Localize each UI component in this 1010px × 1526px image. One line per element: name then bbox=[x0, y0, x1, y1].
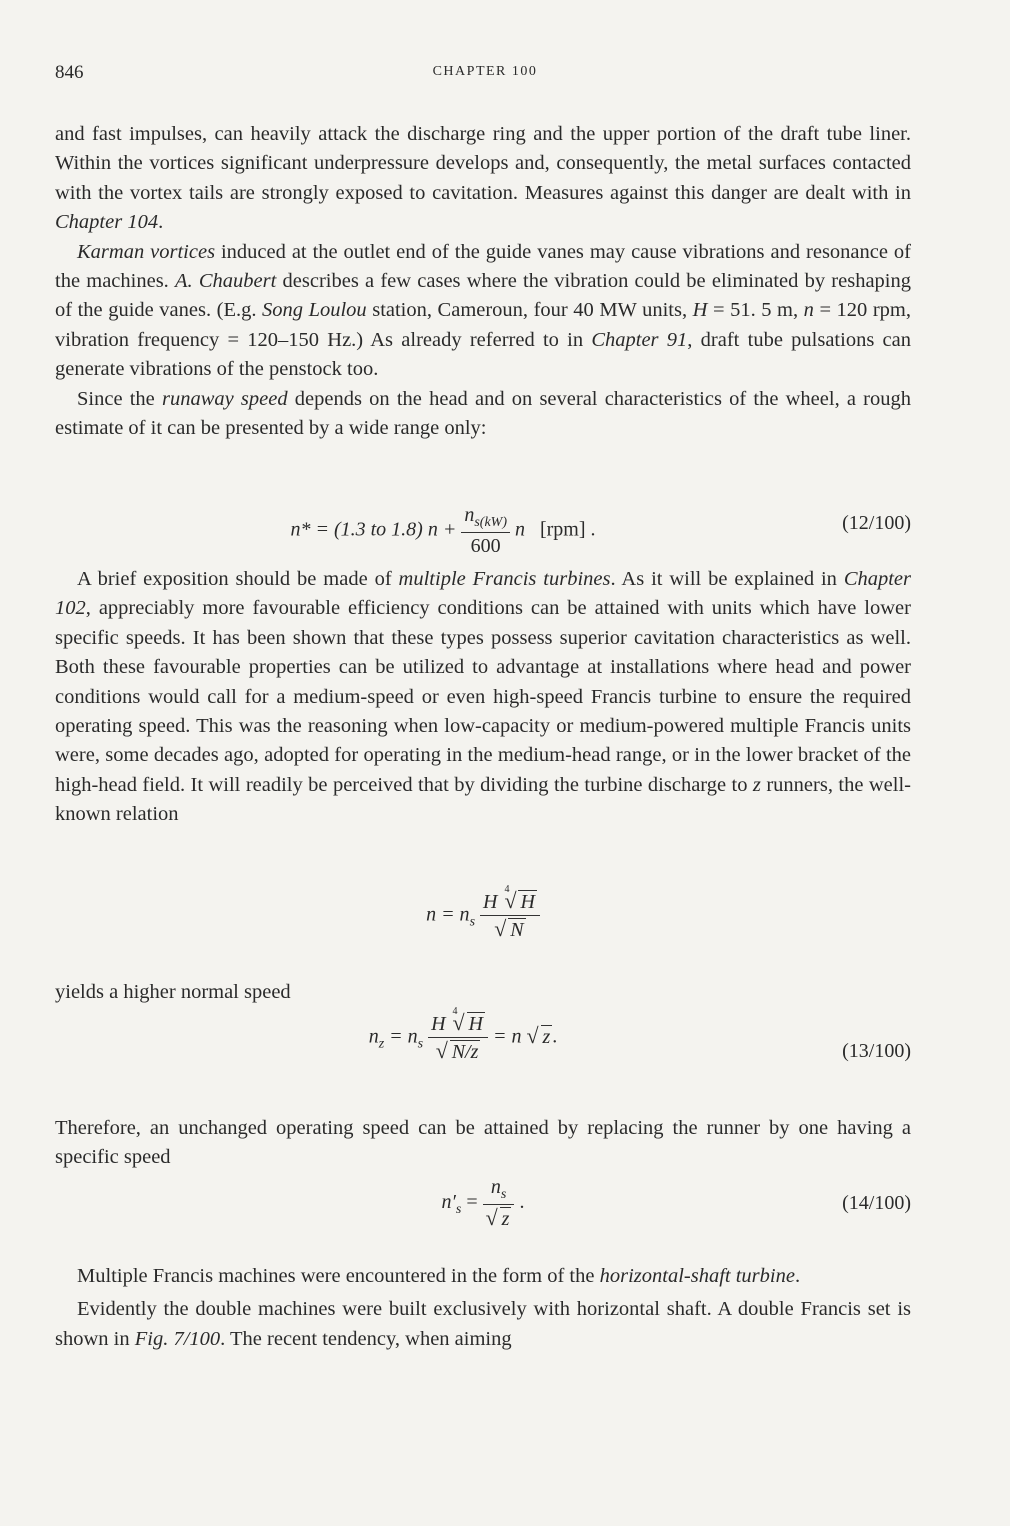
paragraph-1: and fast impulses, can heavily attack the discharge ring and the upper portion of the draft tube liner. Within the vortices significant underpressure develops and, consequently, the metal surfaces contacted with the vortex tails are strongly exposed to cavitation. Measures against this danger are dealt with in Chapter 104. bbox=[55, 123, 911, 234]
equation-14: $n'_s$ = $n_s$ √ z . (14/100) bbox=[55, 1176, 911, 1238]
relation-fraction: H √ 4 H √ N bbox=[480, 890, 540, 942]
chapter-104-reference: Chapter 104 bbox=[55, 211, 159, 234]
paragraph-5: yields a higher normal speed bbox=[55, 981, 291, 1003]
relation-equation: $n = n_s$ H √ 4 H √ N bbox=[55, 890, 911, 962]
paragraph-3: Since the runaway speed depends on the head and on several characteristics of the wheel, a rough estimate of it can be presented by a wide range only: bbox=[55, 387, 912, 440]
running-head bbox=[55, 62, 915, 88]
equation-label-13: (13/100) bbox=[842, 1040, 911, 1062]
paragraph-6: Therefore, an unchanged operating speed can be attained by replacing the runner by one having a specific speed bbox=[55, 1117, 911, 1169]
body-text-middle bbox=[55, 565, 911, 830]
chapter-title: CHAPTER 100 bbox=[432, 64, 538, 79]
body-text-top bbox=[55, 120, 911, 443]
equation-13: $n_z = n_s$ H √ 4 H √ N/z = n √ z . (13/100) bbox=[55, 1012, 911, 1092]
author-name: A. Chaubert bbox=[175, 270, 277, 293]
eq12-lhs: n* = (1.3 to 1.8) n + bbox=[290, 518, 457, 541]
body-text-therefore bbox=[55, 1114, 911, 1173]
eq13-fraction: H √ 4 H √ N/z bbox=[428, 1012, 488, 1064]
paragraph-4: A brief exposition should be made of multiple Francis turbines. As it will be explained in Chapter 102, appreciably more favourable efficiency conditions can be attained with units which have lower specific speeds. It has been shown that these types possess superior cavitation characteristics as well. Both these favourable properties can be utilized to advantage at installations where head and power conditions would call for a medium-speed or even high-speed Francis turbine to ensure the required operating speed. This was the reasoning when low-capacity or medium-powered multiple Francis units were, some decades ago, adopted for operating in the medium-head range, or in the lower bracket of the high-head field. It will readily be perceived that by dividing the turbine discharge to z runners, the well-known relation bbox=[55, 568, 912, 826]
eq12-fraction: $\frac{n_{s(kW)}}{600}$ bbox=[461, 504, 510, 558]
equation-label-12: (12/100) bbox=[842, 512, 911, 534]
body-text-yields bbox=[55, 978, 911, 1007]
equation-12: n* = (1.3 to 1.8) n + $\frac{n_{s(kW)}}{600}$ n [rpm] . (12/100) bbox=[290, 504, 911, 557]
chapter-91-reference: Chapter 91 bbox=[591, 328, 688, 351]
page-number: 846 bbox=[55, 62, 84, 83]
paragraph-8: Evidently the double machines were built exclusively with horizontal shaft. A double Francis set is shown in Fig. 7/100. The recent tendency, when aiming bbox=[55, 1298, 911, 1350]
horizontal-shaft-term: horizontal-shaft turbine bbox=[599, 1265, 795, 1287]
multiple-francis-term: multiple Francis turbines bbox=[398, 568, 611, 590]
chapter-102-reference: Chapter 102 bbox=[55, 568, 912, 620]
body-text-bottom bbox=[55, 1262, 911, 1354]
station-name: Song Loulou bbox=[262, 299, 367, 322]
figure-reference: Fig. 7/100 bbox=[134, 1327, 221, 1350]
eq12-unit: [rpm] . bbox=[539, 518, 596, 541]
runaway-speed-term: runaway speed bbox=[161, 387, 288, 410]
karman-vortices-term: Karman vortices bbox=[77, 240, 216, 263]
paragraph-2: Karman vortices induced at the outlet end of the guide vanes may cause vibrations and resonance of the machines. A. Chaubert describes a few cases where the vibration could be eliminated by reshaping of the guide vanes. (E.g. Song Loulou station, Cameroun, four 40 MW units, H = 51. 5 m, n = 120 rpm, vibration frequency = 120–150 Hz.) As already referred to in Chapter 91, draft tube pulsations can generate vibrations of the penstock too. bbox=[55, 240, 911, 381]
paragraph-7: Multiple Francis machines were encountered in the form of the horizontal-shaft turbine. bbox=[77, 1265, 801, 1287]
eq14-fraction: $n_s$ √ z bbox=[483, 1176, 515, 1231]
equation-label-14: (14/100) bbox=[842, 1192, 911, 1214]
